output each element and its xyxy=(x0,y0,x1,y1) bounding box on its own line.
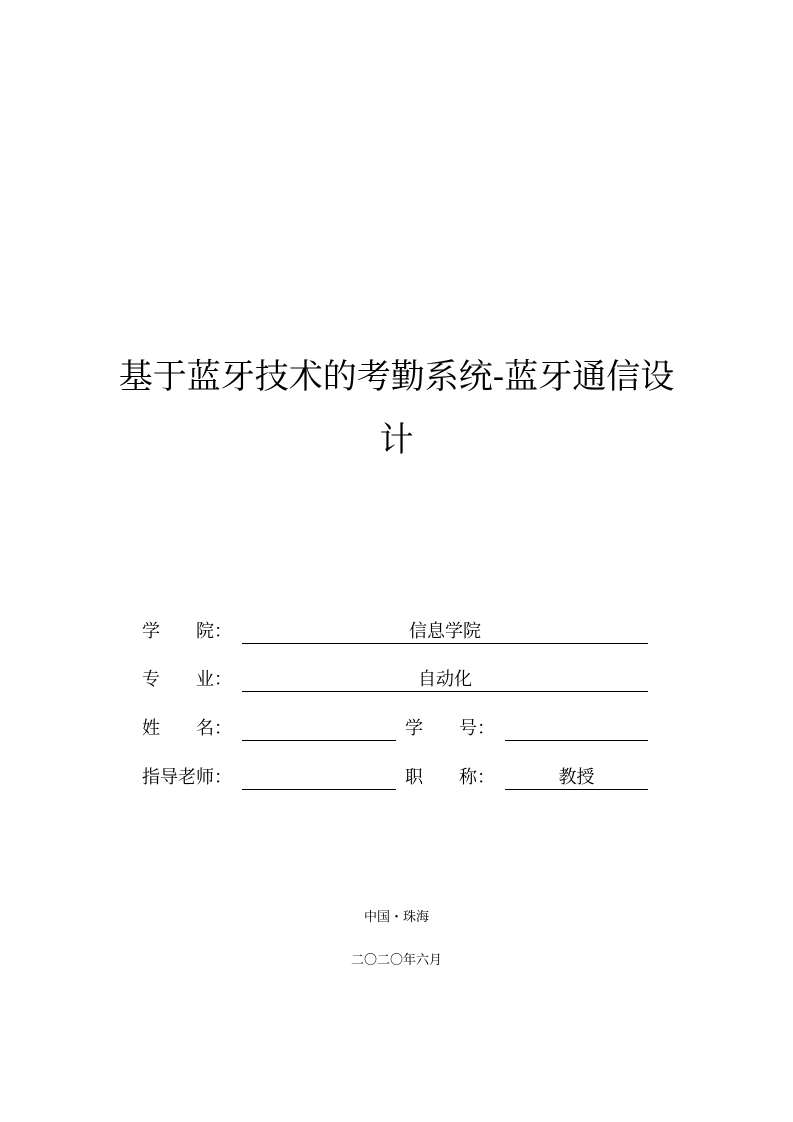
name-label: 姓 名： xyxy=(142,718,232,739)
footer-date: 二〇二〇年六月 xyxy=(350,953,442,968)
document-title-line-1: 基于蓝牙技术的考勤系统-蓝牙通信设 xyxy=(118,357,675,397)
major-label: 专 业： xyxy=(142,669,232,690)
college-label: 学 院： xyxy=(142,621,232,642)
student-id-label: 学 号： xyxy=(405,718,495,739)
name-field xyxy=(242,718,396,741)
advisor-field xyxy=(242,767,396,790)
document-title-line-2: 计 xyxy=(379,420,414,460)
advisor-label: 指导老师： xyxy=(142,767,232,788)
major-field: 自动化 xyxy=(242,669,648,692)
student-id-field xyxy=(505,718,648,741)
professional-title-field: 教授 xyxy=(505,767,648,790)
professional-title-label: 职 称： xyxy=(405,767,495,788)
college-field: 信息学院 xyxy=(242,621,648,644)
footer-location: 中国・珠海 xyxy=(363,910,429,925)
